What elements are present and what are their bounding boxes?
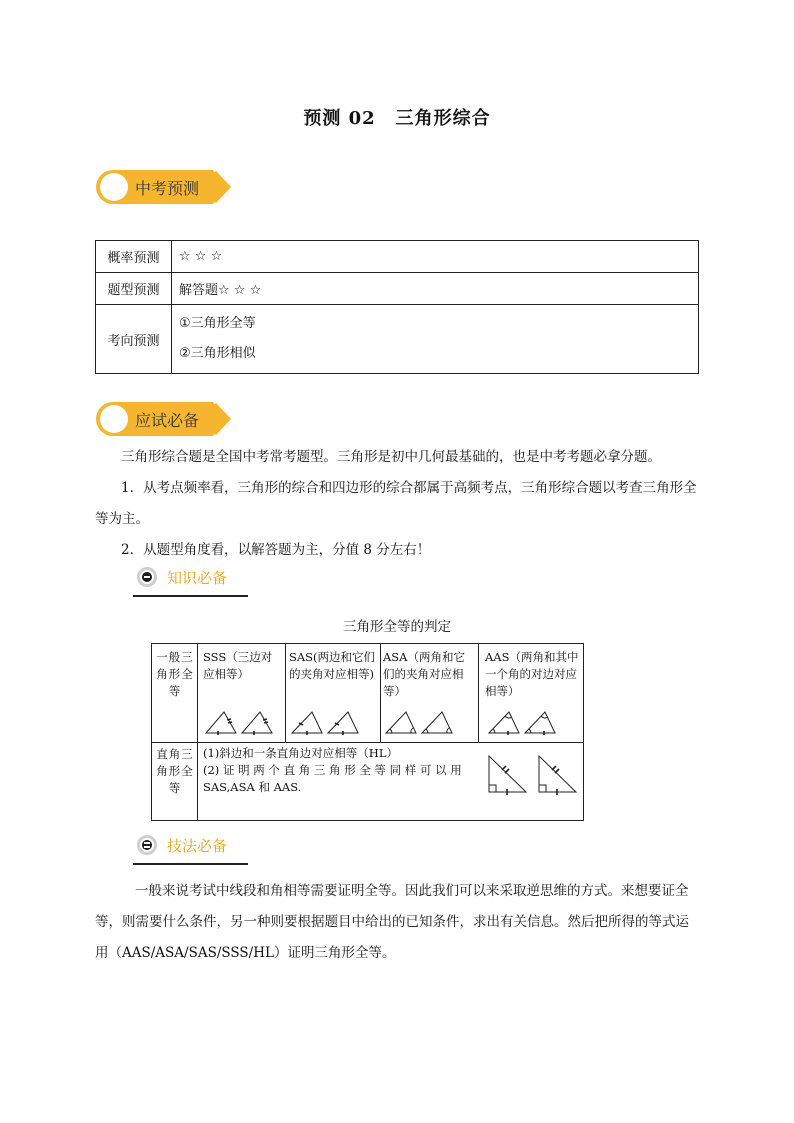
prep-point-2: 2．从题型角度看，以解答题为主，分值 8 分左右！ <box>121 542 431 558</box>
title-main: 预测 02 <box>303 108 376 129</box>
row-label: 概率预测 <box>96 241 172 273</box>
forecast-badge-label: 中考预测 <box>135 179 200 198</box>
table-row <box>96 305 699 374</box>
bullet-icon <box>137 835 157 855</box>
forecast-badge <box>95 168 235 206</box>
table-caption: 三角形全等的判定 <box>343 619 451 635</box>
row-value-line: ②三角形相似 <box>179 346 256 361</box>
row-value: ☆ ☆ ☆ <box>172 241 699 273</box>
prep-paragraphs <box>95 442 699 566</box>
asa-triangles-icon <box>384 706 456 736</box>
sas-triangles-icon <box>290 706 362 736</box>
technique-heading-text: 技法必备 <box>167 837 228 855</box>
prep-badge <box>95 400 235 438</box>
technique-text: 一般来说考试中线段和角相等需要证明全等。因此我们可以来采取逆思维的方式。来想要证全等，则需要什么条件，另一种则要根据题目中给出的已知条件，求出有关信息。然后把所得的等式运用（AAS/ASA/SAS/SSS/HL）证明三角形全等。 <box>95 883 689 961</box>
technique-paragraph <box>95 876 699 969</box>
row-label: 题型预测 <box>96 273 172 305</box>
title-sub: 三角形综合 <box>395 108 491 129</box>
prep-point-1: 1．从考点频率看，三角形的综合和四边形的综合都属于高频考点，三角形综合题以考查三角形全等为主。 <box>95 480 697 527</box>
row-head-general: 一般三角形全等 <box>156 650 194 698</box>
page-title <box>0 104 794 130</box>
knowledge-heading-text: 知识必备 <box>167 569 228 587</box>
hl-line-2: (2) 证 明 两 个 直 角 三 角 形 全 等 同 样 可 以 用 <box>203 763 462 777</box>
row-value-line: ①三角形全等 <box>179 316 256 331</box>
prep-badge-label: 应试必备 <box>135 411 200 430</box>
cell-sas-label: SAS(两边和它们的夹角对应相等) <box>289 650 376 681</box>
hl-line-1: (1)斜边和一条直角边对应相等（HL） <box>203 746 398 760</box>
knowledge-heading <box>133 565 248 597</box>
table-row <box>96 241 699 273</box>
hl-text <box>203 745 488 796</box>
table-row <box>96 273 699 305</box>
row-label: 考向预测 <box>96 305 172 374</box>
congruence-table <box>151 643 584 821</box>
prediction-table <box>95 240 699 374</box>
row-value: 解答题☆ ☆ ☆ <box>172 273 699 305</box>
cell-asa-label: ASA（两角和它们的夹角对应相等） <box>383 650 465 698</box>
cell-aas-label: AAS（两角和其中一个角的对边对应相等） <box>485 650 579 698</box>
row-head-right: 直角三角形全等 <box>156 747 194 795</box>
row-value <box>172 305 699 374</box>
cell-sss-label: SSS（三边对应相等） <box>203 650 273 681</box>
sss-triangles-icon <box>204 706 276 736</box>
bullet-icon <box>137 567 157 587</box>
hl-line-3: SAS,ASA 和 AAS. <box>203 780 302 794</box>
aas-triangles-icon <box>487 706 559 736</box>
prep-intro: 三角形综合题是全国中考常考题型。三角形是初中几何最基础的，也是中考考题必拿分题。 <box>121 449 661 465</box>
technique-heading <box>133 833 248 865</box>
right-triangles-icon <box>486 752 582 796</box>
